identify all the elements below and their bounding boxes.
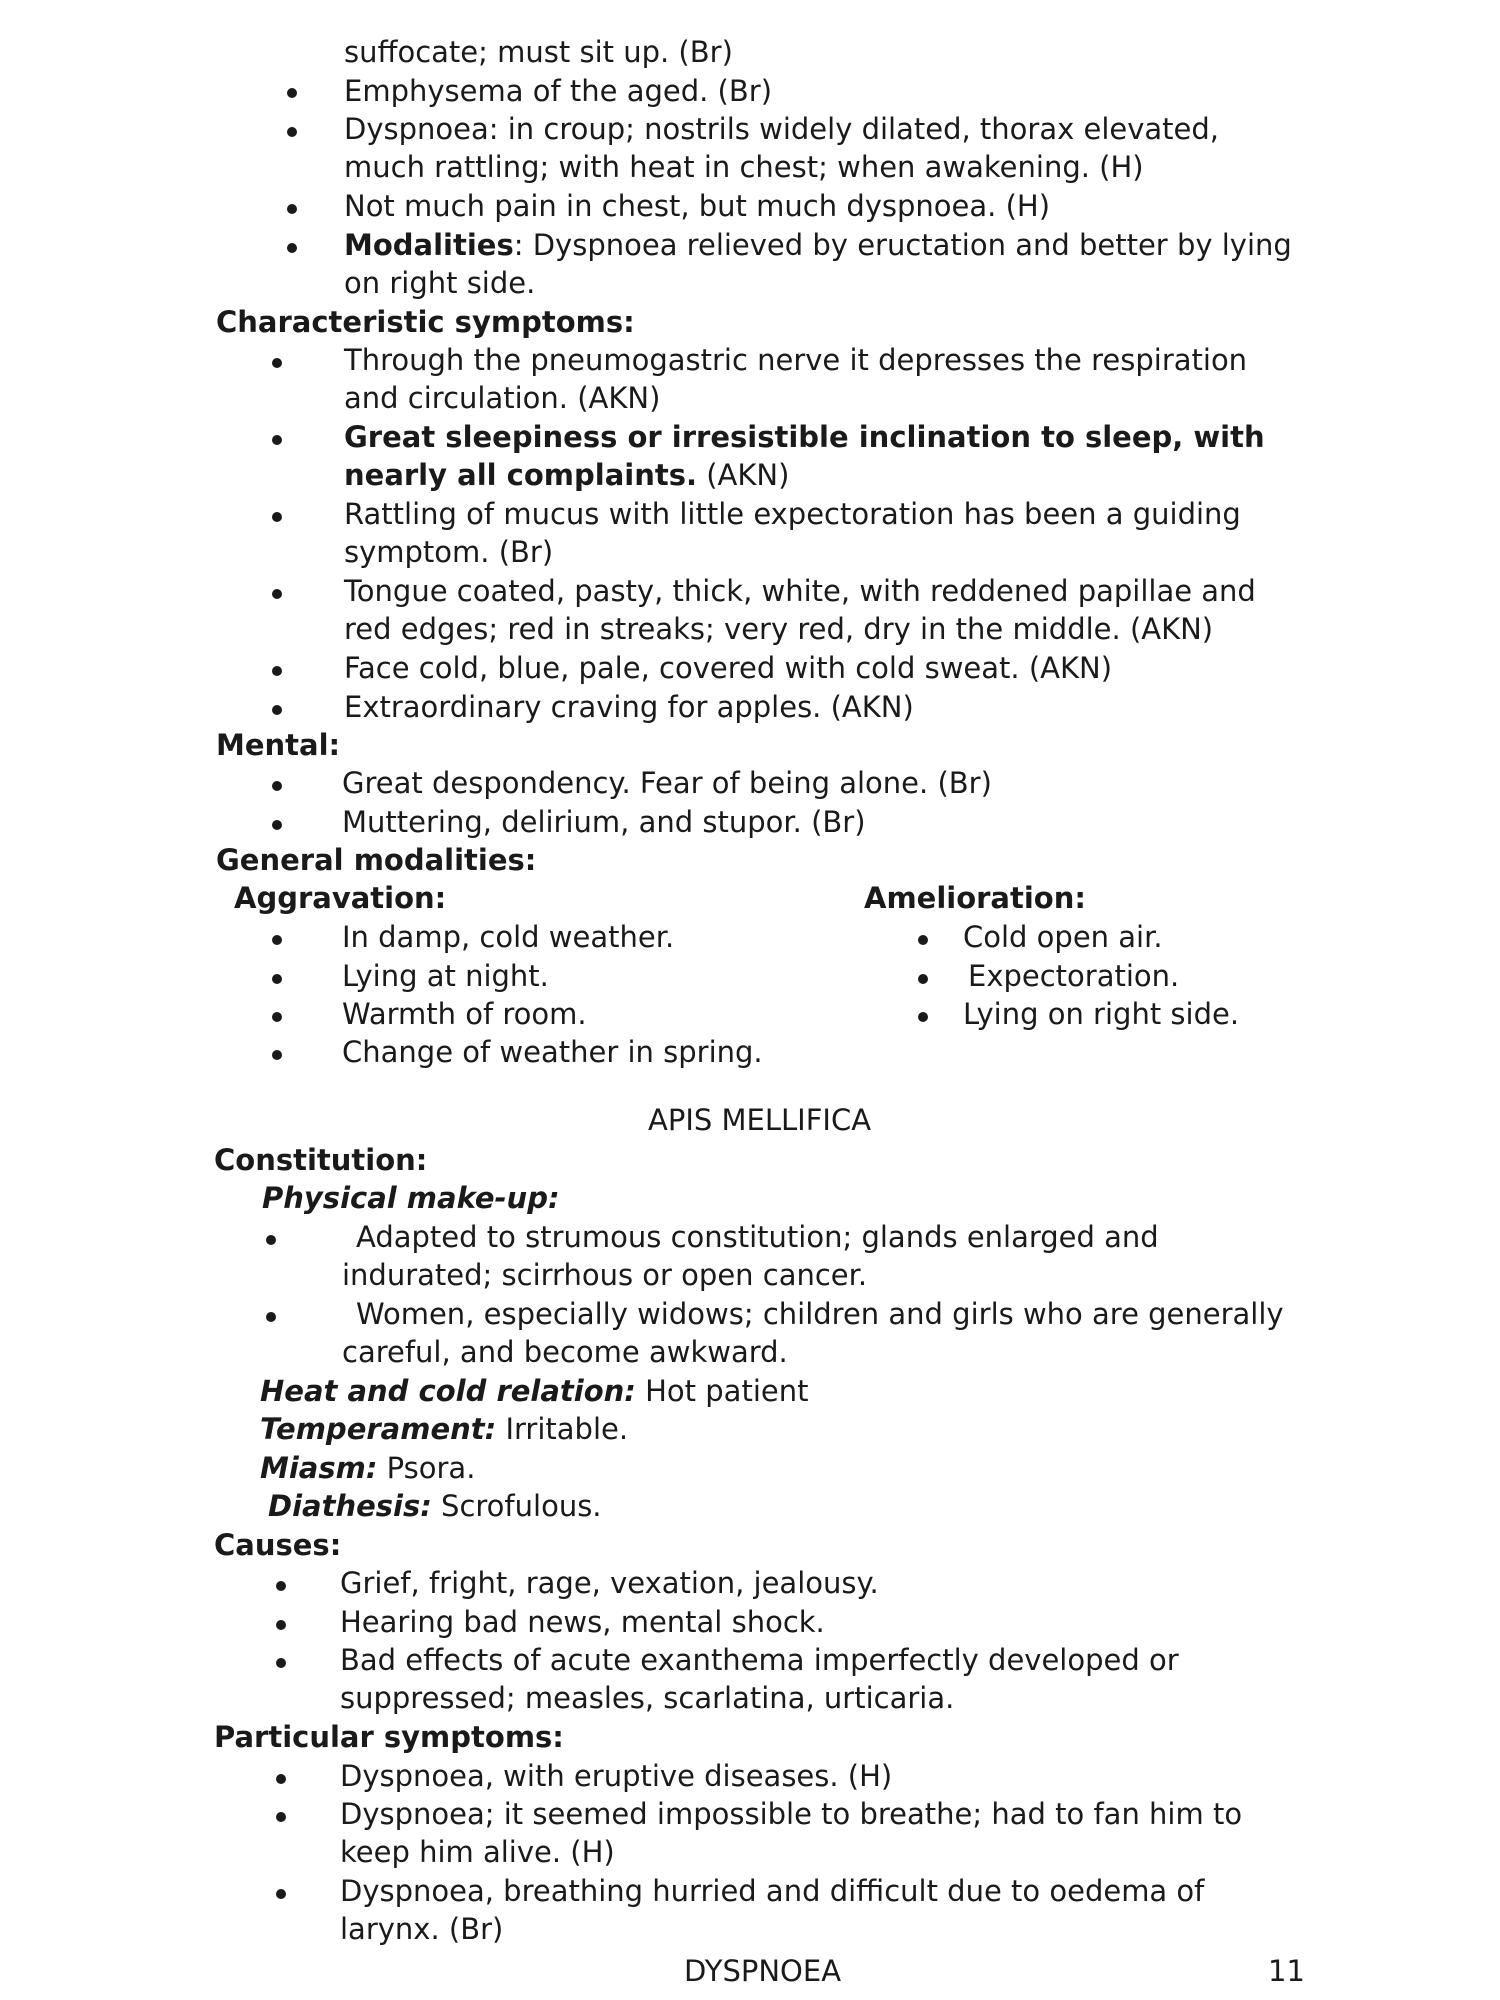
aggravation-item: In damp, cold weather. — [342, 920, 675, 954]
bullet-icon — [272, 1012, 282, 1022]
bullet-icon — [272, 705, 282, 715]
bullet-icon — [272, 781, 282, 791]
miasm-label: Miasm: — [260, 1451, 378, 1485]
bullet-icon — [266, 1312, 276, 1322]
continued-line: suffocate; must sit up. (Br) — [344, 35, 733, 69]
list-item — [344, 228, 1292, 262]
bullet-icon — [287, 243, 297, 253]
heat-cold-relation — [260, 1374, 809, 1408]
aggravation-item: Change of weather in spring. — [342, 1035, 763, 1069]
heat-cold-label: Heat and cold relation: — [260, 1374, 636, 1408]
page-number: 11 — [1268, 1954, 1305, 1988]
list-item: Rattling of mucus with little expectoration has been a guiding — [344, 497, 1241, 531]
list-item-continued: keep him alive. (H) — [340, 1835, 615, 1869]
list-item: Extraordinary craving for apples. (AKN) — [344, 690, 914, 724]
list-item-continued: on right side. — [344, 266, 536, 300]
bullet-icon — [276, 1658, 286, 1668]
list-item: Emphysema of the aged. (Br) — [344, 74, 773, 108]
source-ref: (AKN) — [697, 458, 790, 492]
miasm-value: Psora. — [377, 1451, 476, 1485]
list-item-continued: red edges; red in streaks; very red, dry in the middle. (AKN) — [344, 612, 1214, 646]
diathesis-label: Diathesis: — [268, 1489, 432, 1523]
bullet-icon — [272, 974, 282, 984]
bullet-icon — [272, 1050, 282, 1060]
list-item: Hearing bad news, mental shock. — [340, 1605, 825, 1639]
list-item-continued: much rattling; with heat in chest; when awakening. (H) — [344, 150, 1144, 184]
list-item: Grief, fright, rage, vexation, jealousy. — [340, 1566, 879, 1600]
bullet-icon — [272, 666, 282, 676]
bullet-icon — [272, 512, 282, 522]
bullet-icon — [287, 88, 297, 98]
list-item: Adapted to strumous constitution; glands enlarged and — [356, 1220, 1159, 1254]
list-item: Women, especially widows; children and girls who are generally — [356, 1297, 1284, 1331]
list-item-continued: and circulation. (AKN) — [344, 381, 661, 415]
diathesis — [268, 1489, 602, 1523]
temperament-value: Irritable. — [496, 1412, 629, 1446]
list-item: Face cold, blue, pale, covered with cold sweat. (AKN) — [344, 651, 1113, 685]
list-item: Dyspnoea, breathing hurried and difficult due to oedema of — [340, 1874, 1205, 1908]
aggravation-item: Warmth of room. — [342, 997, 587, 1031]
running-footer-title: DYSPNOEA — [684, 1954, 842, 1988]
list-item: Through the pneumogastric nerve it depresses the respiration — [344, 343, 1248, 377]
bullet-icon — [272, 589, 282, 599]
remedy-title: APIS MELLIFICA — [648, 1103, 872, 1137]
bullet-icon — [918, 974, 928, 984]
amelioration-item: Cold open air. — [963, 920, 1163, 954]
list-item: Bad effects of acute exanthema imperfectly developed or — [340, 1643, 1179, 1677]
list-item: Great sleepiness or irresistible inclination to sleep, with — [344, 420, 1265, 454]
list-item: Not much pain in chest, but much dyspnoea. (H) — [344, 189, 1051, 223]
heat-cold-value: Hot patient — [635, 1374, 809, 1408]
list-item: Tongue coated, pasty, thick, white, with reddened papillae and — [344, 574, 1256, 608]
bullet-icon — [276, 1774, 286, 1784]
list-item: Great despondency. Fear of being alone. (Br) — [342, 766, 992, 800]
list-item-continued: careful, and become awkward. — [342, 1335, 788, 1369]
section-heading-particular: Particular symptoms: — [214, 1720, 564, 1754]
list-item-continued: larynx. (Br) — [340, 1912, 504, 1946]
aggravation-item: Lying at night. — [342, 959, 549, 993]
bullet-icon — [287, 204, 297, 214]
bullet-icon — [276, 1581, 286, 1591]
list-item-continued: suppressed; measles, scarlatina, urticaria. — [340, 1681, 955, 1715]
amelioration-item: Expectoration. — [968, 959, 1180, 993]
bullet-icon — [272, 935, 282, 945]
list-item: Dyspnoea; it seemed impossible to breathe; had to fan him to — [340, 1797, 1243, 1831]
list-item: Muttering, delirium, and stupor. (Br) — [342, 805, 866, 839]
list-item-continued: indurated; scirrhous or open cancer. — [342, 1258, 868, 1292]
amelioration-item: Lying on right side. — [963, 997, 1240, 1031]
bold-text: nearly all complaints. — [344, 458, 697, 492]
aggravation-heading: Aggravation: — [234, 881, 447, 915]
bullet-icon — [276, 1620, 286, 1630]
physical-makeup-label: Physical make-up: — [262, 1181, 560, 1215]
bullet-icon — [918, 1012, 928, 1022]
bullet-icon — [272, 358, 282, 368]
section-heading-causes: Causes: — [214, 1528, 342, 1562]
miasm — [260, 1451, 476, 1485]
list-item: Dyspnoea, with eruptive diseases. (H) — [340, 1759, 893, 1793]
temperament-label: Temperament: — [260, 1412, 497, 1446]
list-item-continued: symptom. (Br) — [344, 535, 554, 569]
bullet-icon — [918, 935, 928, 945]
temperament — [260, 1412, 629, 1446]
amelioration-heading: Amelioration: — [864, 881, 1086, 915]
diathesis-value: Scrofulous. — [431, 1489, 602, 1523]
modalities-text: : Dyspnoea relieved by eructation and better by lying — [513, 228, 1292, 262]
bullet-icon — [276, 1812, 286, 1822]
section-heading-constitution: Constitution: — [214, 1143, 428, 1177]
bullet-icon — [272, 435, 282, 445]
bullet-icon — [287, 127, 297, 137]
list-item-continued — [344, 458, 790, 492]
bullet-icon — [276, 1889, 286, 1899]
bullet-icon — [272, 820, 282, 830]
modalities-label: Modalities — [344, 228, 514, 262]
list-item: Dyspnoea: in croup; nostrils widely dilated, thorax elevated, — [344, 112, 1219, 146]
section-heading-characteristic: Characteristic symptoms: — [216, 305, 635, 339]
section-heading-general-modalities: General modalities: — [216, 843, 537, 877]
bullet-icon — [266, 1235, 276, 1245]
section-heading-mental: Mental: — [216, 728, 341, 762]
